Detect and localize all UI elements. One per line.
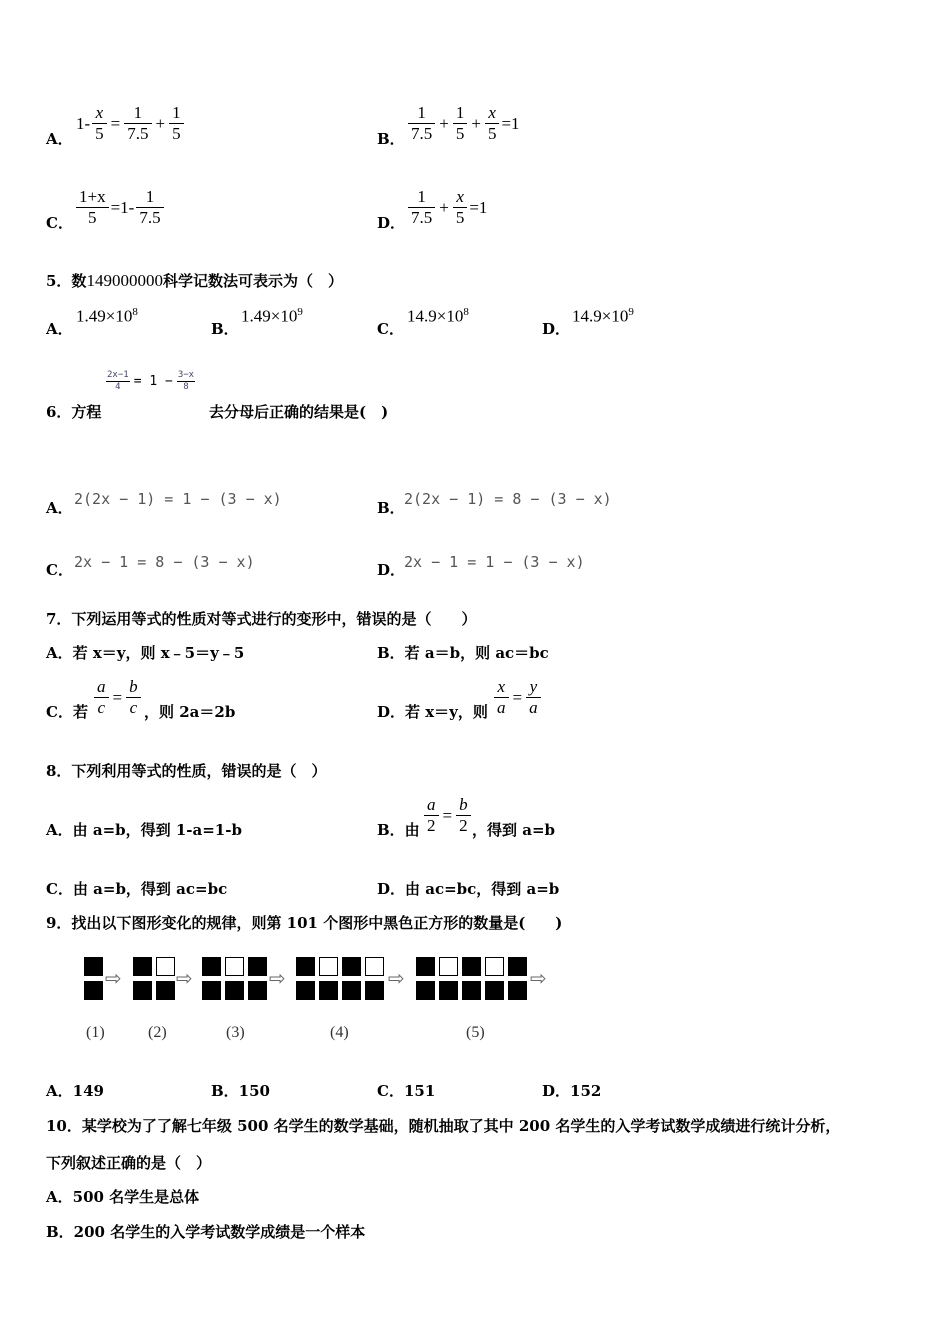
- q6-stem-prefix: 6．方程: [46, 403, 102, 421]
- q6-option-d-value: 2x − 1 = 1 − (3 − x): [404, 553, 585, 571]
- q7-stem: 7．下列运用等式的性质对等式进行的变形中，错误的是（ ）: [46, 610, 477, 628]
- black-square: [202, 957, 221, 976]
- q8b-n2: b: [456, 795, 471, 816]
- black-square: [248, 981, 267, 1000]
- q4-option-d-expr: [406, 187, 487, 228]
- q5-option-a-value: [76, 306, 138, 327]
- q4-option-b-label: B．: [377, 130, 405, 148]
- q5d-val: 14.9×10: [572, 306, 629, 326]
- black-square: [84, 957, 103, 976]
- black-square: [342, 957, 361, 976]
- q5c-val: 14.9×10: [407, 306, 464, 326]
- q7-option-c-suffix: ，则 2a＝2b: [144, 703, 236, 721]
- right-arrow-icon: ⇨: [176, 966, 193, 990]
- q7c-d1: c: [97, 698, 106, 717]
- q4b-d2: 5: [455, 124, 465, 143]
- q4d-rhs: =1: [469, 197, 488, 217]
- q8-option-a: A．由 a=b，得到 1-a=1-b: [46, 821, 242, 839]
- q5a-exp: 8: [132, 306, 138, 318]
- figure-label-5: (5): [466, 1024, 485, 1041]
- q4-option-d-label: D．: [377, 214, 406, 232]
- q4-option-a-label: A．: [46, 130, 73, 148]
- q7-option-d-expr: [492, 677, 543, 718]
- q6-option-b-value: 2(2x − 1) = 8 − (3 − x): [404, 490, 612, 508]
- q8b-eq: =: [442, 805, 453, 825]
- q4a-n2: 1: [169, 103, 184, 124]
- q8-option-d: D．由 ac=bc，得到 a=b: [377, 880, 560, 898]
- q8b-d2: 2: [459, 816, 468, 835]
- q5d-exp: 9: [628, 306, 634, 318]
- q4a-eq: =: [110, 113, 121, 133]
- q7d-n1: x: [494, 677, 509, 698]
- q4a-d2: 5: [172, 124, 181, 143]
- q5-stem-suffix: 科学记数法可表示为（ ）: [162, 272, 343, 290]
- q4a-n1: 1: [124, 103, 151, 124]
- q8-option-b-suffix: ，得到 a=b: [472, 821, 555, 839]
- q4a-x: x: [92, 103, 107, 124]
- black-square: [296, 957, 315, 976]
- q5-number: 149000000: [86, 271, 163, 290]
- black-square: [342, 981, 361, 1000]
- right-arrow-icon: ⇨: [105, 966, 122, 990]
- q8-option-c: C．由 a=b，得到 ac=bc: [46, 880, 228, 898]
- black-square: [416, 981, 435, 1000]
- q5-option-d-label: D．: [542, 320, 571, 338]
- black-square: [365, 981, 384, 1000]
- black-square: [296, 981, 315, 1000]
- q7d-n2: y: [526, 677, 541, 698]
- q4c-n2: 1: [136, 187, 163, 208]
- black-square: [133, 957, 152, 976]
- q6-option-b-label: B．: [377, 499, 405, 517]
- q4b-n3: x: [485, 103, 500, 124]
- q4b-n1: 1: [408, 103, 435, 124]
- q8b-n1: a: [424, 795, 439, 816]
- figure-label-2: (2): [148, 1024, 167, 1041]
- q6-stem-suffix: 去分母后正确的结果是( ): [209, 403, 389, 421]
- black-square: [508, 957, 527, 976]
- q5-stem-prefix: 5．数: [46, 272, 87, 290]
- right-arrow-icon: ⇨: [269, 966, 286, 990]
- q4d-d1: 7.5: [411, 208, 433, 227]
- q7c-d2: c: [129, 698, 138, 717]
- q4b-rhs: =1: [501, 113, 520, 133]
- q7c-eq: =: [112, 687, 123, 707]
- black-square: [416, 957, 435, 976]
- q10-option-a: A．500 名学生是总体: [46, 1188, 200, 1206]
- q5-stem: [46, 270, 343, 291]
- black-square: [156, 981, 175, 1000]
- black-square: [225, 981, 244, 1000]
- white-square: [225, 957, 244, 976]
- q7d-eq: =: [512, 687, 523, 707]
- q5-option-a-label: A．: [46, 320, 73, 338]
- q8-option-b-expr: [422, 795, 473, 836]
- q5-option-d-value: [572, 306, 634, 327]
- q5-option-b-value: [241, 306, 303, 327]
- black-square: [439, 981, 458, 1000]
- q6-equation-image: [104, 370, 197, 393]
- q4c-d2: 7.5: [139, 208, 161, 227]
- q9-stem: 9．找出以下图形变化的规律，则第 101 个图形中黑色正方形的数量是( ): [46, 914, 563, 932]
- q5a-val: 1.49×10: [76, 306, 133, 326]
- q6-eq-d2: 8: [183, 382, 189, 392]
- black-square: [319, 981, 338, 1000]
- q7d-d1: a: [497, 698, 506, 717]
- q9-option-d: D．152: [542, 1082, 602, 1100]
- q5b-exp: 9: [297, 306, 303, 318]
- q7-option-c-expr: [92, 677, 143, 718]
- q5c-exp: 8: [463, 306, 469, 318]
- white-square: [439, 957, 458, 976]
- q4c-n1: 1+x: [76, 187, 109, 208]
- q4d-d2: 5: [455, 208, 465, 227]
- white-square: [365, 957, 384, 976]
- q6-eq-d1: 4: [115, 382, 121, 392]
- q8-stem: 8．下列利用等式的性质，错误的是（ ）: [46, 762, 327, 780]
- q6-option-c-label: C．: [46, 561, 73, 579]
- black-square: [133, 981, 152, 1000]
- right-arrow-icon: ⇨: [530, 966, 547, 990]
- q8-option-b-prefix: B．由: [377, 821, 420, 839]
- q6-eq-mid: = 1 −: [133, 374, 173, 389]
- q4b-n2: 1: [453, 103, 468, 124]
- q6-option-d-label: D．: [377, 561, 406, 579]
- q4b-p2: +: [471, 113, 481, 133]
- q4c-mid: =1-: [110, 197, 135, 217]
- q10-stem-line2: 下列叙述正确的是（ ）: [46, 1154, 212, 1172]
- q5-option-c-value: [407, 306, 469, 327]
- figure-label-1: (1): [86, 1024, 105, 1041]
- q9-option-c: C．151: [377, 1082, 436, 1100]
- q6-eq-n2: 3−x: [177, 370, 195, 380]
- q8b-d1: 2: [427, 816, 436, 835]
- q6-option-a-value: 2(2x − 1) = 1 − (3 − x): [74, 490, 282, 508]
- black-square: [508, 981, 527, 1000]
- black-square: [248, 957, 267, 976]
- q4b-d1: 7.5: [411, 124, 433, 143]
- q4-option-b-expr: [406, 103, 520, 144]
- q7-option-c-prefix: C．若: [46, 703, 88, 721]
- white-square: [319, 957, 338, 976]
- q7-option-a: A．若 x＝y，则 x﹣5＝y﹣5: [46, 644, 245, 662]
- q4b-p1: +: [439, 113, 449, 133]
- q6-eq-n1: 2x−1: [107, 370, 129, 380]
- black-square: [202, 981, 221, 1000]
- black-square: [84, 981, 103, 1000]
- white-square: [156, 957, 175, 976]
- q10-stem-line1: 10．某学校为了了解七年级 500 名学生的数学基础，随机抽取了其中 200 名学生的入学考试数学成绩进行统计分析，: [46, 1117, 841, 1135]
- q7-option-d-prefix: D．若 x＝y，则: [377, 703, 488, 721]
- q6-option-c-value: 2x − 1 = 8 − (3 − x): [74, 553, 255, 571]
- q5b-val: 1.49×10: [241, 306, 298, 326]
- q7c-n1: a: [94, 677, 109, 698]
- q9-option-a: A．149: [46, 1082, 104, 1100]
- figure-label-4: (4): [330, 1024, 349, 1041]
- q6-option-a-label: A．: [46, 499, 73, 517]
- black-square: [462, 957, 481, 976]
- q4a-one: 1-: [76, 113, 91, 133]
- black-square: [462, 981, 481, 1000]
- q7-option-b: B．若 a＝b，则 ac＝bc: [377, 644, 549, 662]
- q4a-plus: +: [155, 113, 166, 133]
- q4a-d1: 7.5: [127, 124, 149, 143]
- figure-label-3: (3): [226, 1024, 245, 1041]
- q7d-d2: a: [529, 698, 538, 717]
- q10-option-b: B．200 名学生的入学考试数学成绩是一个样本: [46, 1223, 366, 1241]
- q4a-five: 5: [95, 124, 104, 143]
- right-arrow-icon: ⇨: [388, 966, 405, 990]
- q7c-n2: b: [126, 677, 141, 698]
- q4-option-a-expr: [76, 103, 186, 144]
- q4c-d1: 5: [88, 208, 97, 227]
- q4d-p: +: [439, 197, 449, 217]
- q4b-d3: 5: [487, 124, 497, 143]
- black-square: [485, 981, 504, 1000]
- q5-option-b-label: B．: [211, 320, 239, 338]
- q4d-n1: 1: [408, 187, 435, 208]
- q9-option-b: B．150: [211, 1082, 270, 1100]
- q4-option-c-expr: [74, 187, 166, 228]
- white-square: [485, 957, 504, 976]
- q5-option-c-label: C．: [377, 320, 404, 338]
- q4-option-c-label: C．: [46, 214, 73, 232]
- q4d-n2: x: [453, 187, 468, 208]
